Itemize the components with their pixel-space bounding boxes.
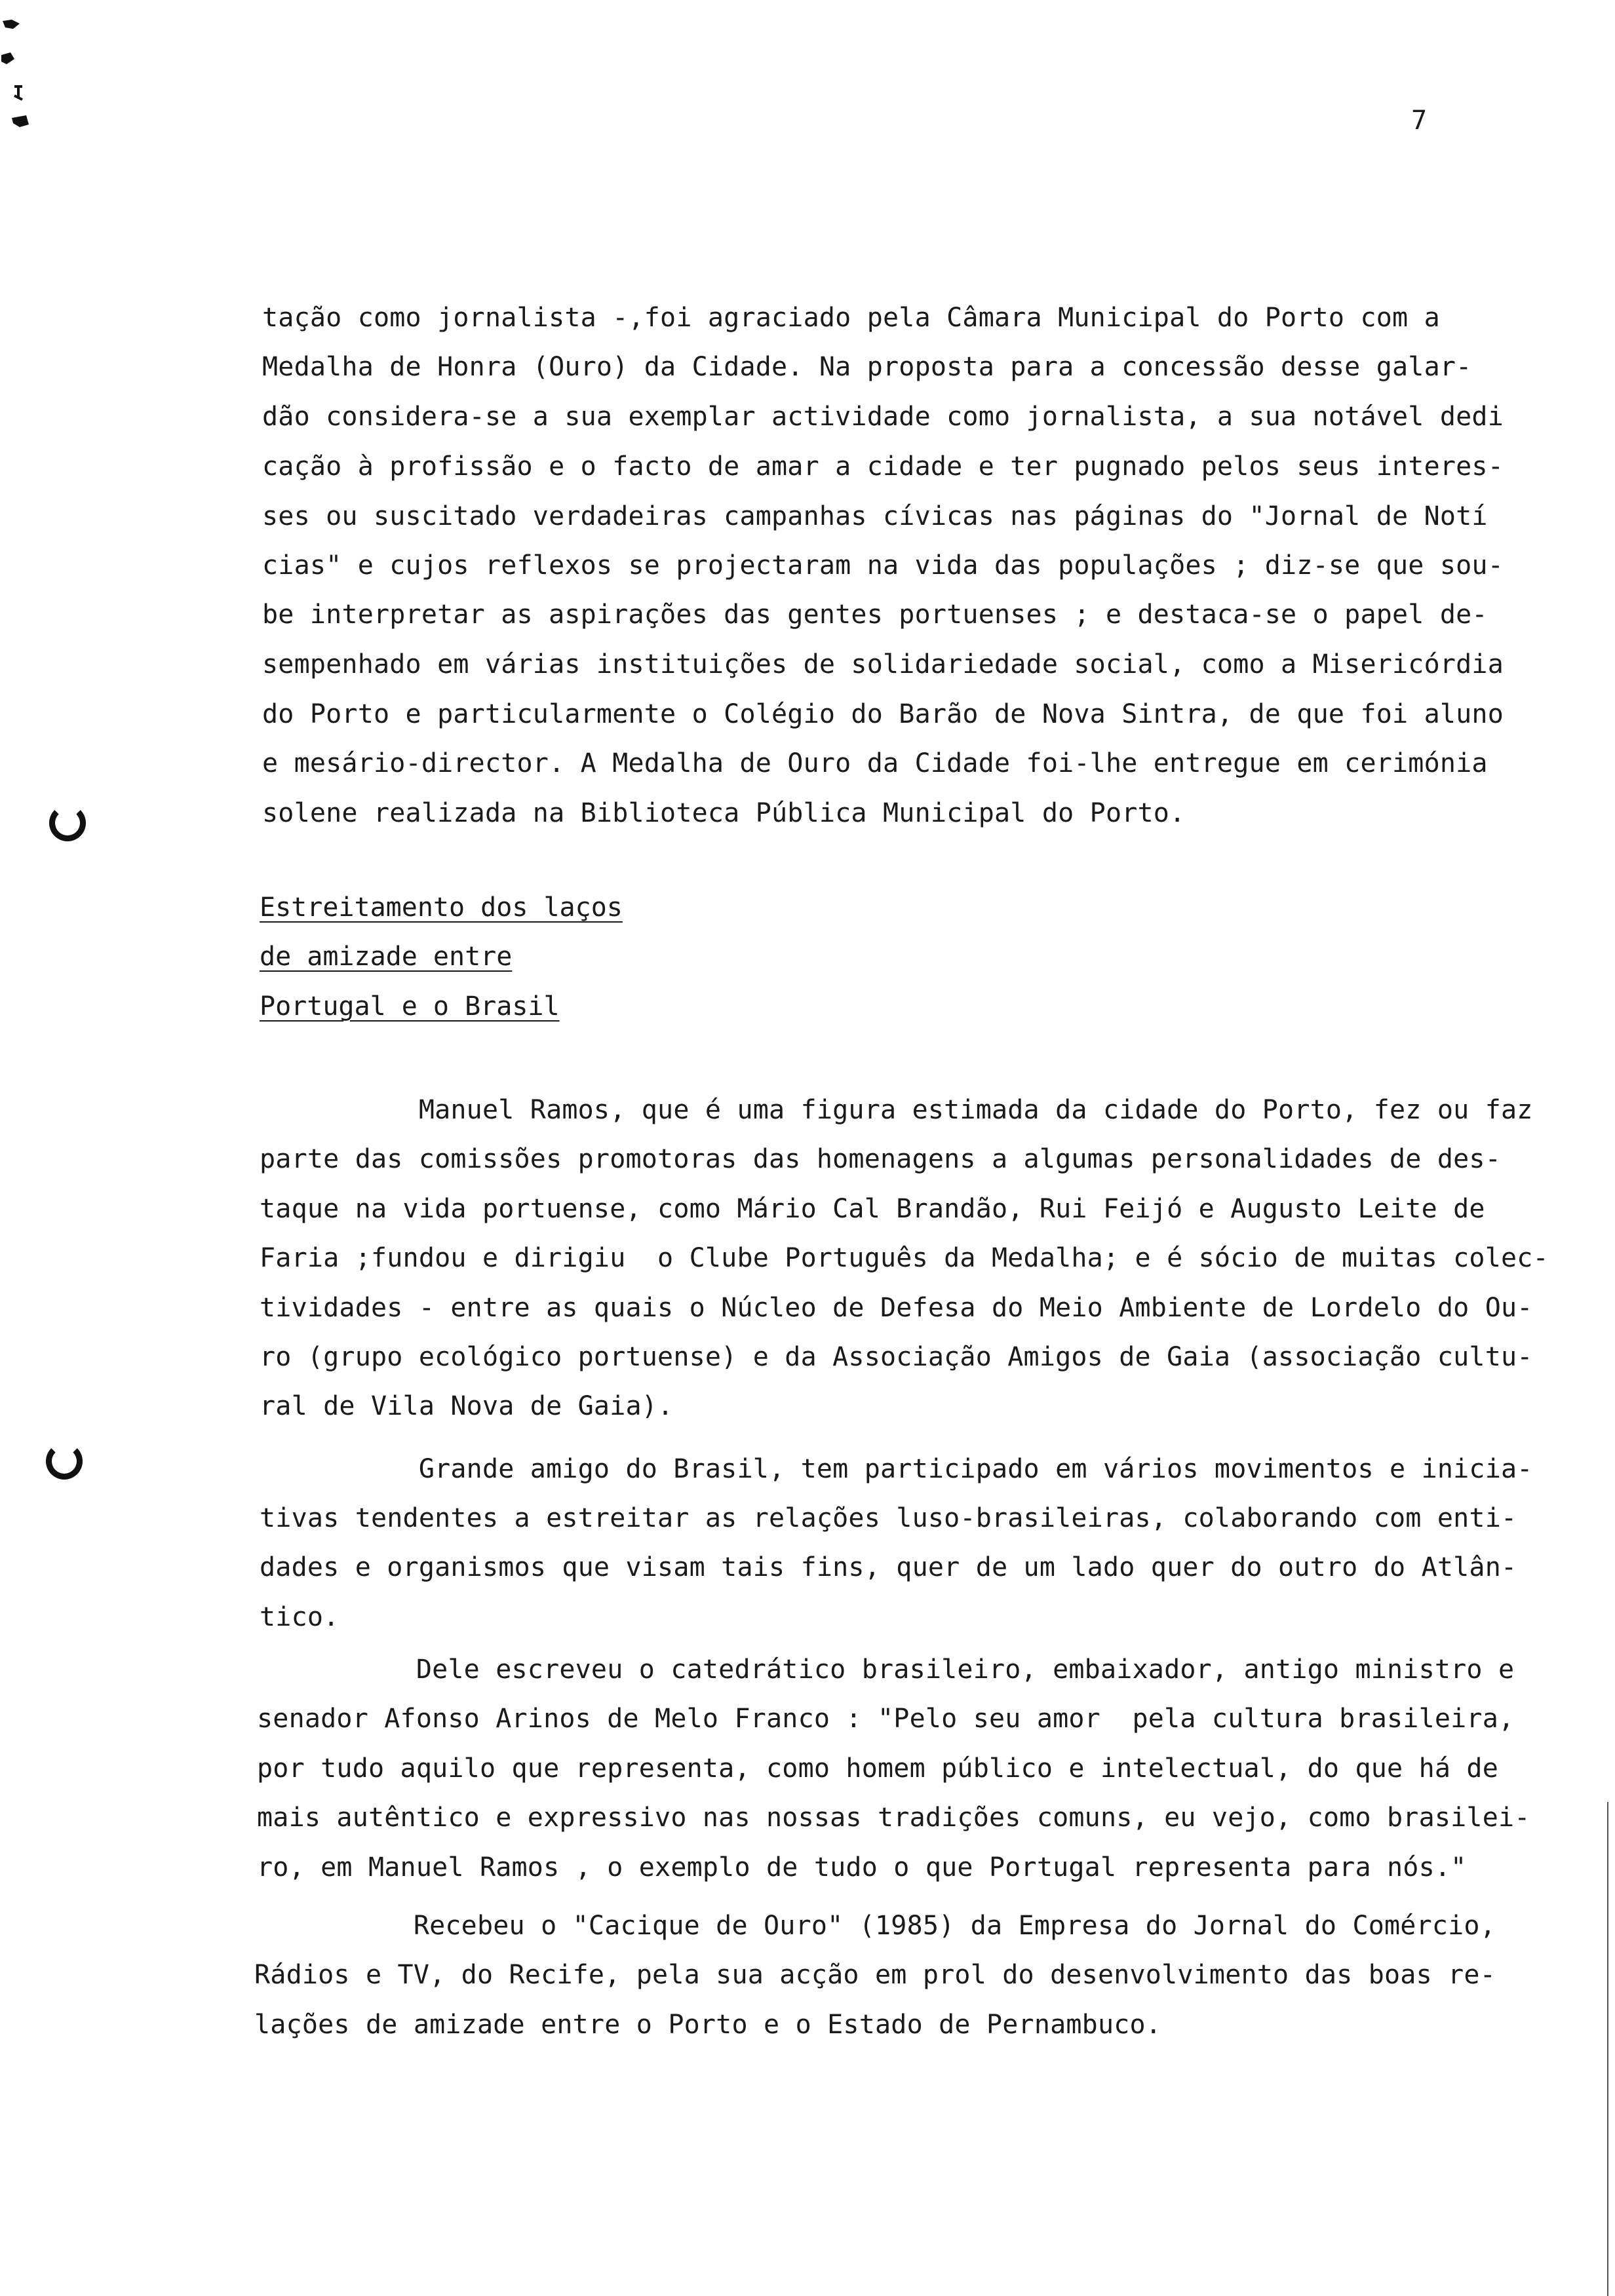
- text-line: tivas tendentes a estreitar as relações luso-brasileiras, colaborando com enti-: [260, 1503, 1517, 1533]
- text-line: tico.: [260, 1602, 340, 1632]
- scan-edge-line: [1607, 1802, 1608, 2296]
- text-line: dão considera-se a sua exemplar actividade como jornalista, a sua notável dedi: [262, 402, 1504, 432]
- text-line: Grande amigo do Brasil, tem participado em vários movimentos e inicia-: [260, 1454, 1533, 1484]
- scan-artifact-marks: [0, 13, 46, 144]
- text-line: taque na vida portuense, como Mário Cal Brandão, Rui Feijó e Augusto Leite de: [260, 1194, 1485, 1224]
- text-line: lações de amizade entre o Porto e o Estado de Pernambuco.: [254, 2010, 1162, 2040]
- text-line: Recebeu o "Cacique de Ouro" (1985) da Empresa do Jornal do Comércio,: [254, 1911, 1496, 1941]
- text-line: tação como jornalista -,foi agraciado pela Câmara Municipal do Porto com a: [262, 303, 1440, 333]
- text-line: Rádios e TV, do Recife, pela sua acção em prol do desenvolvimento das boas re-: [254, 1960, 1496, 1990]
- text-line: sempenhado em várias instituições de solidariedade social, como a Misericórdia: [262, 649, 1504, 679]
- text-line: solene realizada na Biblioteca Pública Municipal do Porto.: [262, 798, 1186, 828]
- text-line: ral de Vila Nova de Gaia).: [260, 1391, 674, 1421]
- text-line: mais autêntico e expressivo nas nossas tradições comuns, eu vejo, como brasilei-: [257, 1803, 1530, 1833]
- punch-hole-upper: [49, 805, 86, 841]
- text-line: do Porto e particularmente o Colégio do Barão de Nova Sintra, de que foi aluno: [262, 699, 1504, 729]
- text-line: e mesário-director. A Medalha de Ouro da Cidade foi-lhe entregue em cerimónia: [262, 748, 1488, 778]
- text-line: Manuel Ramos, que é uma figura estimada da cidade do Porto, fez ou faz: [260, 1095, 1533, 1125]
- text-line: por tudo aquilo que representa, como homem público e intelectual, do que há de: [257, 1753, 1498, 1784]
- text-line: Dele escreveu o catedrático brasileiro, embaixador, antigo ministro e: [257, 1655, 1515, 1685]
- text-line: senador Afonso Arinos de Melo Franco : "Pelo seu amor pela cultura brasileira,: [257, 1704, 1515, 1734]
- text-line: ro (grupo ecológico portuense) e da Associação Amigos de Gaia (associação cultu-: [260, 1342, 1533, 1372]
- text-line: Faria ;fundou e dirigiu o Clube Português da Medalha; e é sócio de muitas colec-: [260, 1243, 1549, 1273]
- punch-hole-lower: [46, 1443, 83, 1480]
- page-number: 7: [1411, 105, 1428, 136]
- text-line: Medalha de Honra (Ouro) da Cidade. Na proposta para a concessão desse galar-: [262, 352, 1472, 382]
- text-line: dades e organismos que visam tais fins, quer de um lado quer do outro do Atlân-: [260, 1552, 1517, 1582]
- heading-line: de amizade entre: [260, 942, 513, 972]
- text-line: cias" e cujos reflexos se projectaram na vida das populações ; diz-se que sou-: [262, 550, 1504, 581]
- text-line: cação à profissão e o facto de amar a cidade e ter pugnado pelos seus interes-: [262, 451, 1504, 482]
- heading-line: Estreitamento dos laços: [260, 892, 623, 923]
- text-line: ses ou suscitado verdadeiras campanhas cívicas nas páginas do "Jornal de Notí: [262, 501, 1488, 531]
- text-line: be interpretar as aspirações das gentes portuenses ; e destaca-se o papel de-: [262, 600, 1488, 630]
- text-line: ro, em Manuel Ramos , o exemplo de tudo o que Portugal representa para nós.": [257, 1852, 1467, 1883]
- text-line: tividades - entre as quais o Núcleo de Defesa do Meio Ambiente de Lordelo do Ou-: [260, 1293, 1533, 1323]
- heading-line: Portugal e o Brasil: [260, 991, 560, 1022]
- text-line: parte das comissões promotoras das homenagens a algumas personalidades de des-: [260, 1144, 1501, 1174]
